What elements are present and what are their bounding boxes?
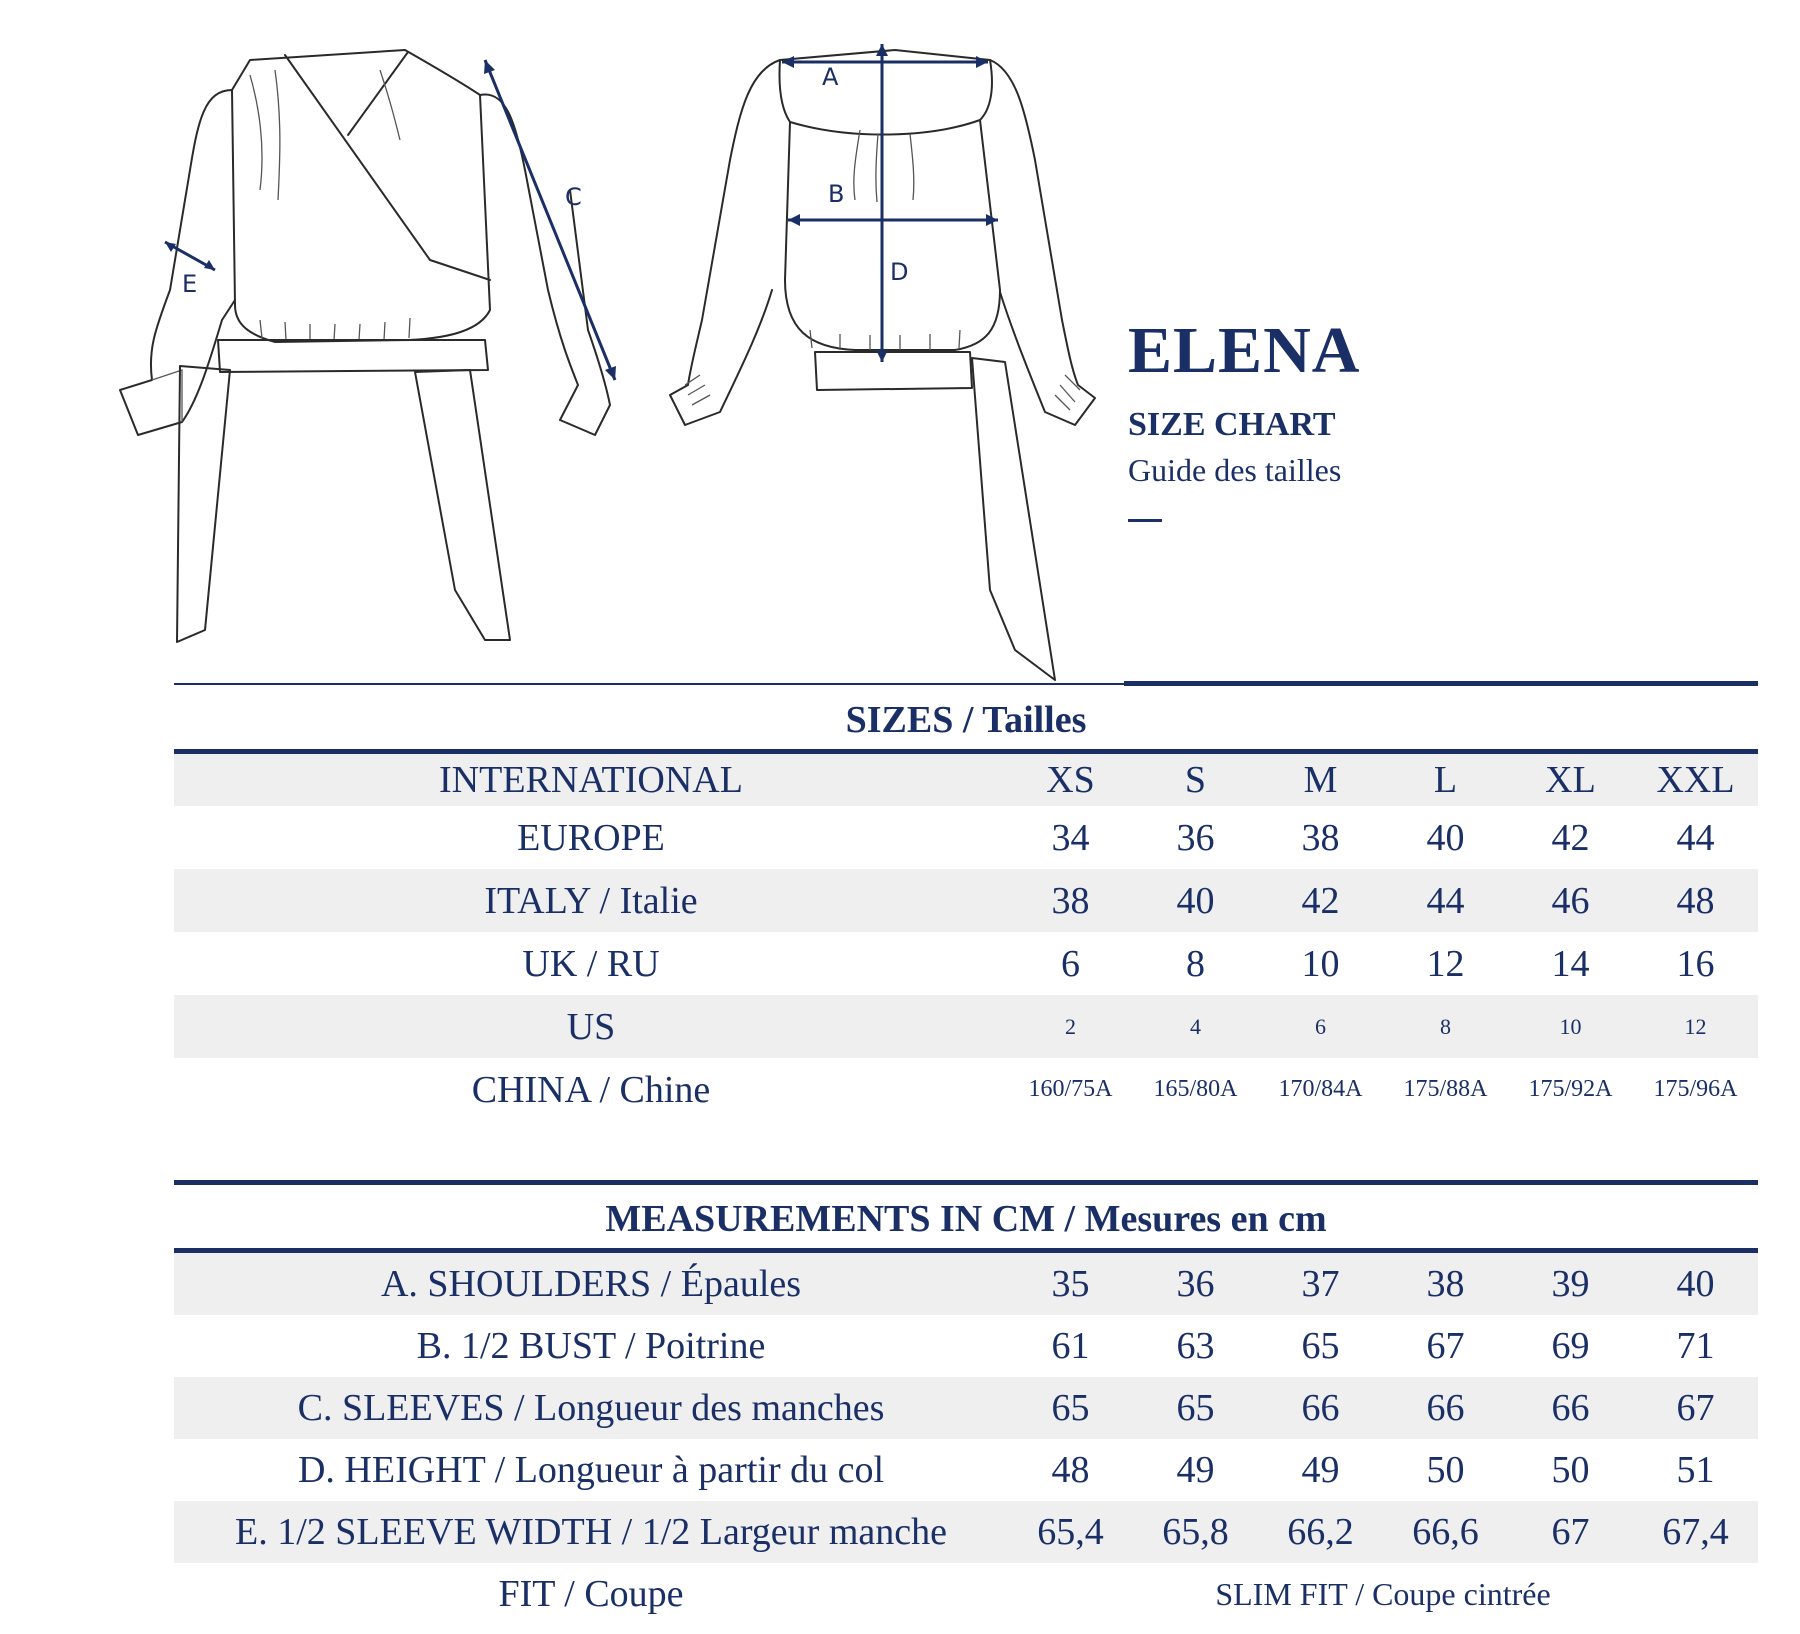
- measurement-row: [174, 1315, 1758, 1377]
- sizes-row-label: CHINA / Chine: [471, 1068, 711, 1111]
- measurement-cell: 35: [1008, 1253, 1133, 1315]
- sizes-cell: 175/92A: [1528, 1076, 1613, 1102]
- sizes-cell: 40: [1426, 816, 1465, 859]
- sizes-cell: 160/75A: [1028, 1076, 1113, 1102]
- fit-label: FIT / Coupe: [498, 1573, 684, 1615]
- front-wrap-right: [348, 52, 408, 135]
- measurement-row-label: B. 1/2 BUST / Poitrine: [416, 1325, 766, 1367]
- sizes-cell: 34: [1051, 816, 1090, 859]
- measurement-cell: 67: [1508, 1501, 1633, 1563]
- back-waistband: [815, 352, 972, 390]
- measure-label-b: B: [828, 180, 845, 208]
- measure-line-c: [485, 60, 615, 380]
- sizes-cell: 2: [1008, 995, 1133, 1058]
- front-waistband: [218, 340, 488, 372]
- sizes-cell: 10: [1301, 942, 1340, 985]
- sizes-cell: 42: [1551, 816, 1590, 859]
- measure-label-a: A: [822, 63, 839, 91]
- sizes-cell: 8: [1383, 995, 1508, 1058]
- sizes-title: SIZES / Tailles: [845, 699, 1087, 741]
- sizes-cell: 8: [1186, 942, 1205, 985]
- measurement-cell: 67,4: [1633, 1501, 1758, 1563]
- measurement-cell: 66,2: [1258, 1501, 1383, 1563]
- sizes-cell: XS: [1008, 754, 1133, 806]
- sizes-cell: 12: [1633, 995, 1758, 1058]
- sizes-cell: XXL: [1633, 754, 1758, 806]
- measurement-cell: 66,6: [1383, 1501, 1508, 1563]
- measurement-cell: 66: [1508, 1377, 1633, 1439]
- front-view: [120, 50, 616, 642]
- sizes-cell: 16: [1676, 942, 1715, 985]
- front-sleeve-right: [480, 94, 610, 435]
- brand-block: [1128, 314, 1608, 522]
- front-tie-left: [177, 366, 230, 642]
- sizes-row: [174, 869, 1758, 932]
- sizes-cell: 36: [1176, 816, 1215, 859]
- sizes-cell: 4: [1133, 995, 1258, 1058]
- measurement-row-label: E. 1/2 SLEEVE WIDTH / 1/2 Largeur manche: [174, 1501, 1008, 1563]
- measurement-cell: 36: [1133, 1253, 1258, 1315]
- measurement-row: [174, 1501, 1758, 1563]
- measurements-table: [174, 1253, 1758, 1625]
- measurement-row: [174, 1377, 1758, 1439]
- measurement-cell: 61: [1051, 1325, 1090, 1367]
- measurement-row-label: A. SHOULDERS / Épaules: [174, 1253, 1008, 1315]
- front-sleeve-left: [120, 90, 235, 435]
- measurement-cell: 48: [1051, 1449, 1090, 1491]
- size-chart-subtitle: Guide des tailles: [1128, 452, 1342, 488]
- sizes-cell: 46: [1508, 869, 1633, 932]
- sizes-table: [174, 754, 1758, 1121]
- front-wrap-left: [285, 55, 490, 280]
- sizes-cell: 14: [1551, 942, 1590, 985]
- sizes-rule-top: [1124, 681, 1758, 686]
- measurement-cell: 38: [1383, 1253, 1508, 1315]
- sizes-row: [174, 995, 1758, 1058]
- garment-sketch: [110, 30, 1130, 690]
- sizes-row-label: UK / RU: [522, 942, 660, 985]
- measurement-cell: 40: [1633, 1253, 1758, 1315]
- measurement-cell: 65,8: [1133, 1501, 1258, 1563]
- sizes-cell: 175/88A: [1403, 1076, 1488, 1102]
- sizes-cell: 10: [1508, 995, 1633, 1058]
- measurement-cell: 50: [1551, 1449, 1590, 1491]
- measurement-cell: 71: [1676, 1325, 1715, 1367]
- back-torso: [785, 120, 1000, 350]
- sizes-row: [174, 754, 1758, 806]
- measurement-cell: 65: [1133, 1377, 1258, 1439]
- sizes-cell: 38: [1301, 816, 1340, 859]
- sizes-cell: S: [1133, 754, 1258, 806]
- measurement-cell: 63: [1176, 1325, 1215, 1367]
- measurement-cell: 49: [1301, 1449, 1340, 1491]
- measurement-cell: 65,4: [1008, 1501, 1133, 1563]
- sizes-row: [174, 1058, 1758, 1121]
- sizes-cell: 38: [1008, 869, 1133, 932]
- sizes-cell: 12: [1426, 942, 1465, 985]
- sizes-cell: M: [1258, 754, 1383, 806]
- back-sleeve-left: [670, 60, 780, 425]
- measurement-cell: 65: [1008, 1377, 1133, 1439]
- measurement-cell: 51: [1676, 1449, 1715, 1491]
- measurement-cell: 67: [1426, 1325, 1465, 1367]
- sizes-cell: 42: [1258, 869, 1383, 932]
- measurement-cell: 50: [1426, 1449, 1465, 1491]
- sizes-cell: 44: [1676, 816, 1715, 859]
- sizes-row: [174, 932, 1758, 995]
- measurement-cell: 66: [1383, 1377, 1508, 1439]
- measurement-row: [174, 1253, 1758, 1315]
- measurement-cell: 39: [1508, 1253, 1633, 1315]
- measurement-row-label: C. SLEEVES / Longueur des manches: [174, 1377, 1008, 1439]
- measure-label-e: E: [182, 270, 198, 298]
- measurement-row-label: D. HEIGHT / Longueur à partir du col: [297, 1449, 885, 1491]
- front-tie-right: [415, 370, 510, 640]
- size-chart-title: SIZE CHART: [1128, 406, 1336, 443]
- measure-label-d: D: [890, 258, 909, 286]
- sizes-cell: 170/84A: [1278, 1076, 1363, 1102]
- measurements-rule-top: [174, 1180, 1758, 1185]
- sizes-row-label: EUROPE: [517, 816, 665, 859]
- measurement-cell: 65: [1301, 1325, 1340, 1367]
- measurement-row: [174, 1439, 1758, 1501]
- sizes-cell: 6: [1258, 995, 1383, 1058]
- sizes-cell: 6: [1061, 942, 1080, 985]
- measurements-title: MEASUREMENTS IN CM / Mesures en cm: [605, 1198, 1327, 1240]
- sizes-cell: 48: [1633, 869, 1758, 932]
- sizes-cell: 175/96A: [1653, 1076, 1738, 1102]
- measure-label-c: C: [565, 183, 582, 211]
- sizes-row-label: ITALY / Italie: [174, 869, 1008, 932]
- sizes-row: [174, 806, 1758, 869]
- measurement-cell: 66: [1258, 1377, 1383, 1439]
- fit-row: [174, 1563, 1758, 1625]
- sizes-cell: XL: [1508, 754, 1633, 806]
- measurement-cell: 37: [1258, 1253, 1383, 1315]
- product-name: ELENA: [1128, 314, 1361, 387]
- accent-dash: [1128, 519, 1162, 522]
- sizes-cell: 44: [1383, 869, 1508, 932]
- measurement-cell: 49: [1176, 1449, 1215, 1491]
- sizes-cell: 165/80A: [1153, 1076, 1238, 1102]
- sizes-row-label: INTERNATIONAL: [174, 754, 1008, 806]
- garment-sketch-svg: [110, 30, 1130, 690]
- fit-value: SLIM FIT / Coupe cintrée: [1215, 1575, 1551, 1612]
- measurement-cell: 69: [1551, 1325, 1590, 1367]
- sizes-row-label: US: [174, 995, 1008, 1058]
- sizes-cell: L: [1383, 754, 1508, 806]
- back-view: [670, 44, 1095, 680]
- measurement-cell: 67: [1633, 1377, 1758, 1439]
- sizes-rule-thin: [174, 683, 1124, 685]
- sizes-cell: 40: [1133, 869, 1258, 932]
- front-torso: [232, 50, 490, 342]
